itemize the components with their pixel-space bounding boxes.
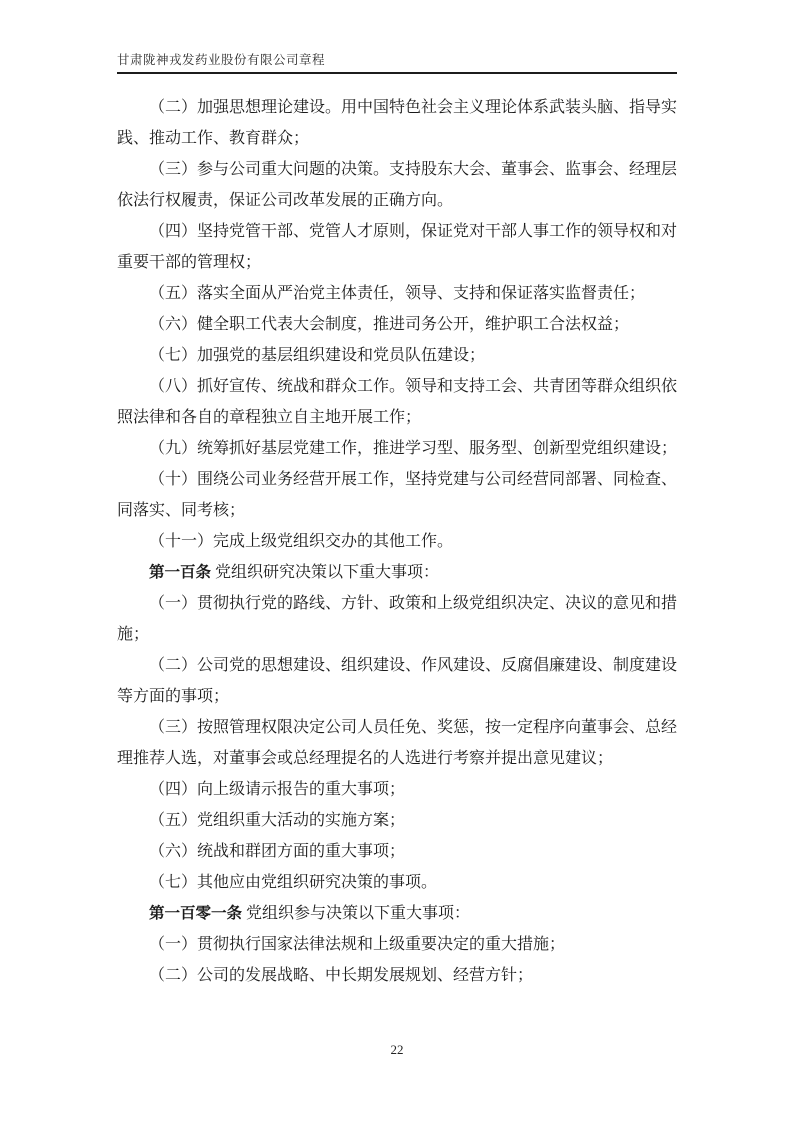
paragraph: （三）按照管理权限决定公司人员任免、奖惩，按一定程序向董事会、总经理推荐人选，对董事会或总经理提名的人选进行考察并提出意见建议； (117, 719, 678, 767)
paragraph: （十）围绕公司业务经营开展工作，坚持党建与公司经营同部署、同检查、同落实、同考核； (117, 471, 678, 519)
paragraph: （四）坚持党管干部、党管人才原则，保证党对干部人事工作的领导权和对重要干部的管理权； (117, 223, 678, 271)
article-number: 第一百零一条 (149, 905, 243, 922)
article-text: 党组织研究决策以下重大事项： (211, 564, 440, 581)
document-header (117, 52, 677, 74)
paragraph: （五）党组织重大活动的实施方案； (149, 812, 406, 829)
paragraph: （四）向上级请示报告的重大事项； (149, 781, 406, 798)
paragraph: （二）加强思想理论建设。用中国特色社会主义理论体系武装头脑、指导实践、推动工作、教育群众； (117, 99, 678, 147)
article-paragraph (117, 898, 677, 929)
paragraph: （六）统战和群团方面的重大事项； (149, 843, 406, 860)
paragraph: （七）其他应由党组织研究决策的事项。 (149, 874, 438, 891)
paragraph: （三）参与公司重大问题的决策。支持股东大会、董事会、监事会、经理层依法行权履责，保证公司改革发展的正确方向。 (117, 161, 678, 209)
document-body (117, 92, 677, 991)
paragraph: （一）贯彻执行党的路线、方针、政策和上级党组织决定、决议的意见和措施； (117, 595, 678, 643)
article-paragraph (117, 557, 677, 588)
article-text: 党组织参与决策以下重大事项： (242, 905, 471, 922)
article-number: 第一百条 (149, 564, 212, 581)
paragraph: （六）健全职工代表大会制度，推进司务公开，维护职工合法权益； (149, 316, 630, 333)
page-number: 22 (390, 1042, 404, 1057)
paragraph: （二）公司的发展战略、中长期发展规划、经营方针； (149, 967, 534, 984)
page-footer (0, 1042, 794, 1058)
paragraph: （七）加强党的基层组织建设和党员队伍建设； (149, 347, 486, 364)
document-header-title: 甘肃陇神戎发药业股份有限公司章程 (117, 53, 326, 67)
paragraph: （五）落实全面从严治党主体责任，领导、支持和保证落实监督责任； (149, 285, 646, 302)
paragraph: （十一）完成上级党组织交办的其他工作。 (149, 533, 454, 550)
paragraph: （八）抓好宣传、统战和群众工作。领导和支持工会、共青团等群众组织依照法律和各自的章程独立自主地开展工作； (117, 378, 678, 426)
paragraph: （九）统筹抓好基层党建工作，推进学习型、服务型、创新型党组织建设； (149, 440, 678, 457)
paragraph: （二）公司党的思想建设、组织建设、作风建设、反腐倡廉建设、制度建设等方面的事项； (117, 657, 678, 705)
paragraph: （一）贯彻执行国家法律法规和上级重要决定的重大措施； (149, 936, 566, 953)
